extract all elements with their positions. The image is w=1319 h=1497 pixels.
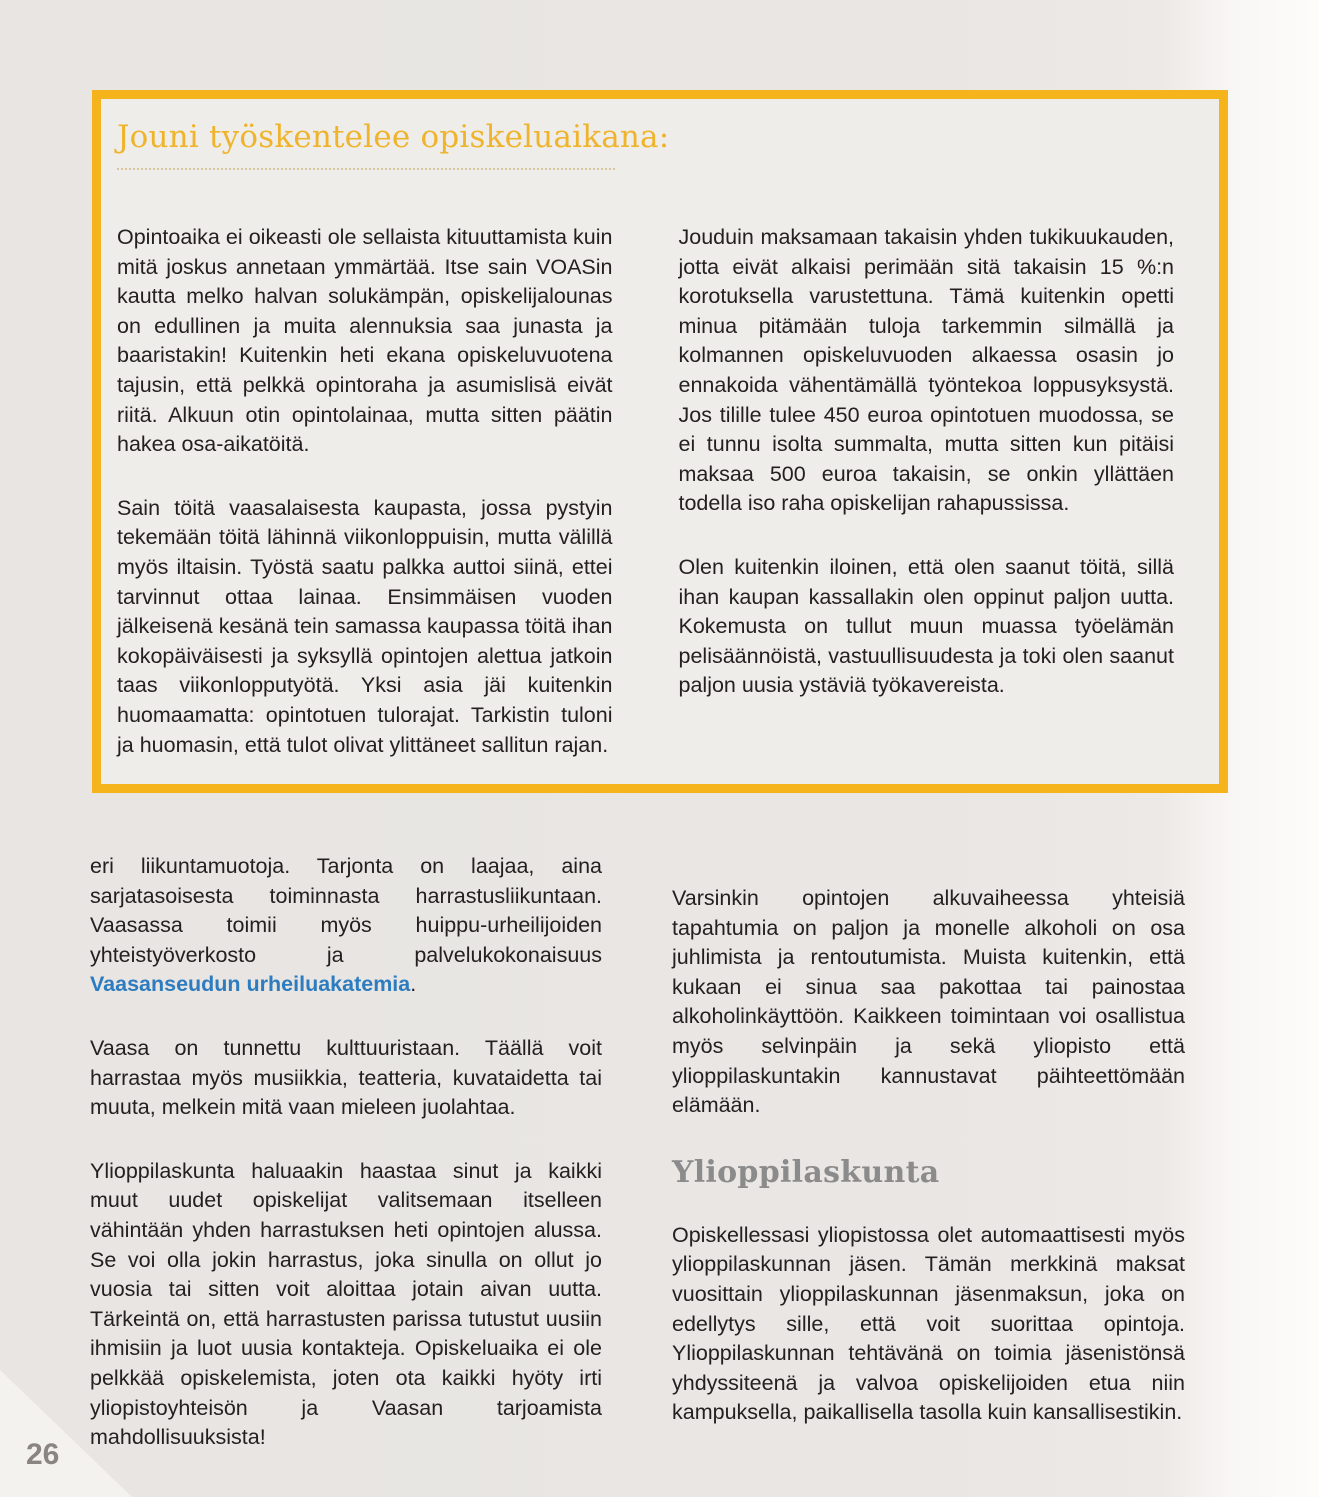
body-right-column (672, 884, 1185, 1428)
paragraph: Opintoaika ei oikeasti ole sellaista kituuttamista kuin mitä joskus annetaan ymmärtää. Itse sain VOASin kautta melko halvan solukämpän, opiskelijalounas on edullinen ja muita alennuksia saa junasta ja baaristakin! Kuitenkin heti ekana opiskeluvuotena tajusin, että pelkkä opintoraha ja asumislisä eivät riitä. Alkuun otin opintolainaa, mutta sitten päätin hakea osa-aikatöitä. (117, 225, 613, 457)
paragraph: Olen kuitenkin iloinen, että olen saanut töitä, sillä ihan kaupan kassallakin olen oppinut paljon uutta. Kokemusta on tullut muun muassa työelämän pelisäännöistä, vastuullisuudesta ja toki olen saanut paljon uusia ystäviä työkavereista. (678, 554, 1174, 698)
feature-box (92, 90, 1228, 793)
body-left-column (90, 852, 602, 1453)
feature-box-columns (117, 223, 1174, 760)
page-number: 26 (26, 1438, 60, 1471)
feature-box-left-column (117, 223, 613, 760)
paragraph: Sain töitä vaasalaisesta kaupasta, jossa pystyin tekemään töitä lähinnä viikonloppuisin, mutta välillä myös iltaisin. Työstä saatu palkka auttoi siinä, ettei tarvinnut ottaa lainaa. Ensimmäisen vuoden jälkeisenä kesänä tein samassa kaupassa töitä ihan kokopäiväisesti ja syksyllä opintojen alettua jatkoin taas viikonlopputyötä. Yksi asia jäi kuitenkin huomaamatta: opintotuen tulorajat. Tarkistin tuloni ja huomasin, että tulot olivat ylittäneet sallitun rajan. (117, 495, 613, 757)
paragraph: Vaasa on tunnettu kulttuuristaan. Täällä voit harrastaa myös musiikkia, teatteria, kuvataidetta tai muuta, melkein mitä vaan mieleen juolahtaa. (90, 1035, 602, 1120)
paragraph (90, 852, 602, 1000)
paragraph-text: . (410, 972, 417, 997)
paragraph: Opiskellessasi yliopistossa olet automaattisesti myös ylioppilaskunnan jäsen. Tämän merkkinä maksat vuosittain ylioppilaskunnan jäsenmaksun, joka on edellytys sille, että voit suorittaa opintoja. Ylioppilaskunnan tehtävänä on toimia jäsenistönsä yhdyssiteenä ja valvoa opiskelijoiden etua niin kampuksella, paikallisella tasolla kuin kansallisestikin. (672, 1222, 1185, 1425)
paragraph-text: eri liikuntamuotoja. Tarjonta on laajaa, aina sarjatasoisesta toiminnasta harrastusliikuntaan. Vaasassa toimii myös huippu-urheilijoiden yhteistyöverkosto ja palvelukokonaisuus (90, 854, 602, 967)
paragraph: Varsinkin opintojen alkuvaiheessa yhteisiä tapahtumia on paljon ja monelle alkoholi on osa juhlimista ja rentoutumista. Muista kuitenkin, että kukaan ei sinua saa pakottaa tai painostaa alkoholinkäyttöön. Kaikkeen toimintaan voi osallistua myös selvinpäin ja sekä yliopisto että ylioppilaskuntakin kannustavat päihteettömään elämään. (672, 886, 1185, 1118)
feature-box-right-column (679, 223, 1175, 760)
section-heading-ylioppilaskunta: Ylioppilaskunta (672, 1154, 940, 1190)
sport-academy-link[interactable]: Vaasanseudun urheiluakatemia (90, 972, 411, 997)
paragraph: Ylioppilaskunta haluaakin haastaa sinut ja kaikki muut uudet opiskelijat valitsemaan itselleen vähintään yhden harrastuksen heti opintojen alussa. Se voi olla jokin harrastus, joka sinulla on ollut jo vuosia tai sitten voit aloittaa jotain aivan uutta. Tärkeintä on, että harrastusten parissa tutustut uusiin ihmisiin ja luot uusia kontakteja. Opiskeluaika ei ole pelkkää opiskelemista, joten ota kaikki hyöty irti yliopistoyhteisön ja Vaasan tarjoamista mahdollisuuksista! (90, 1158, 602, 1450)
paragraph: Jouduin maksamaan takaisin yhden tukikuukauden, jotta eivät alkaisi perimään sitä takaisin 15 %:n korotuksella varustettuna. Tämä kuitenkin opetti minua pitämään tuloja tarkemmin silmällä ja kolmannen opiskeluvuoden alkaessa osasin jo ennakoida vähentämällä työntekoa loppusyksystä. Jos tilille tulee 450 euroa opintotuen muodossa, se ei tunnu isolta summalta, mutta sitten kun pitäisi maksaa 500 euroa takaisin, se onkin yllättäen todella iso raha opiskelijan rahapussissa. (678, 225, 1174, 516)
feature-box-title: Jouni työskentelee opiskeluaikana: (117, 119, 615, 170)
